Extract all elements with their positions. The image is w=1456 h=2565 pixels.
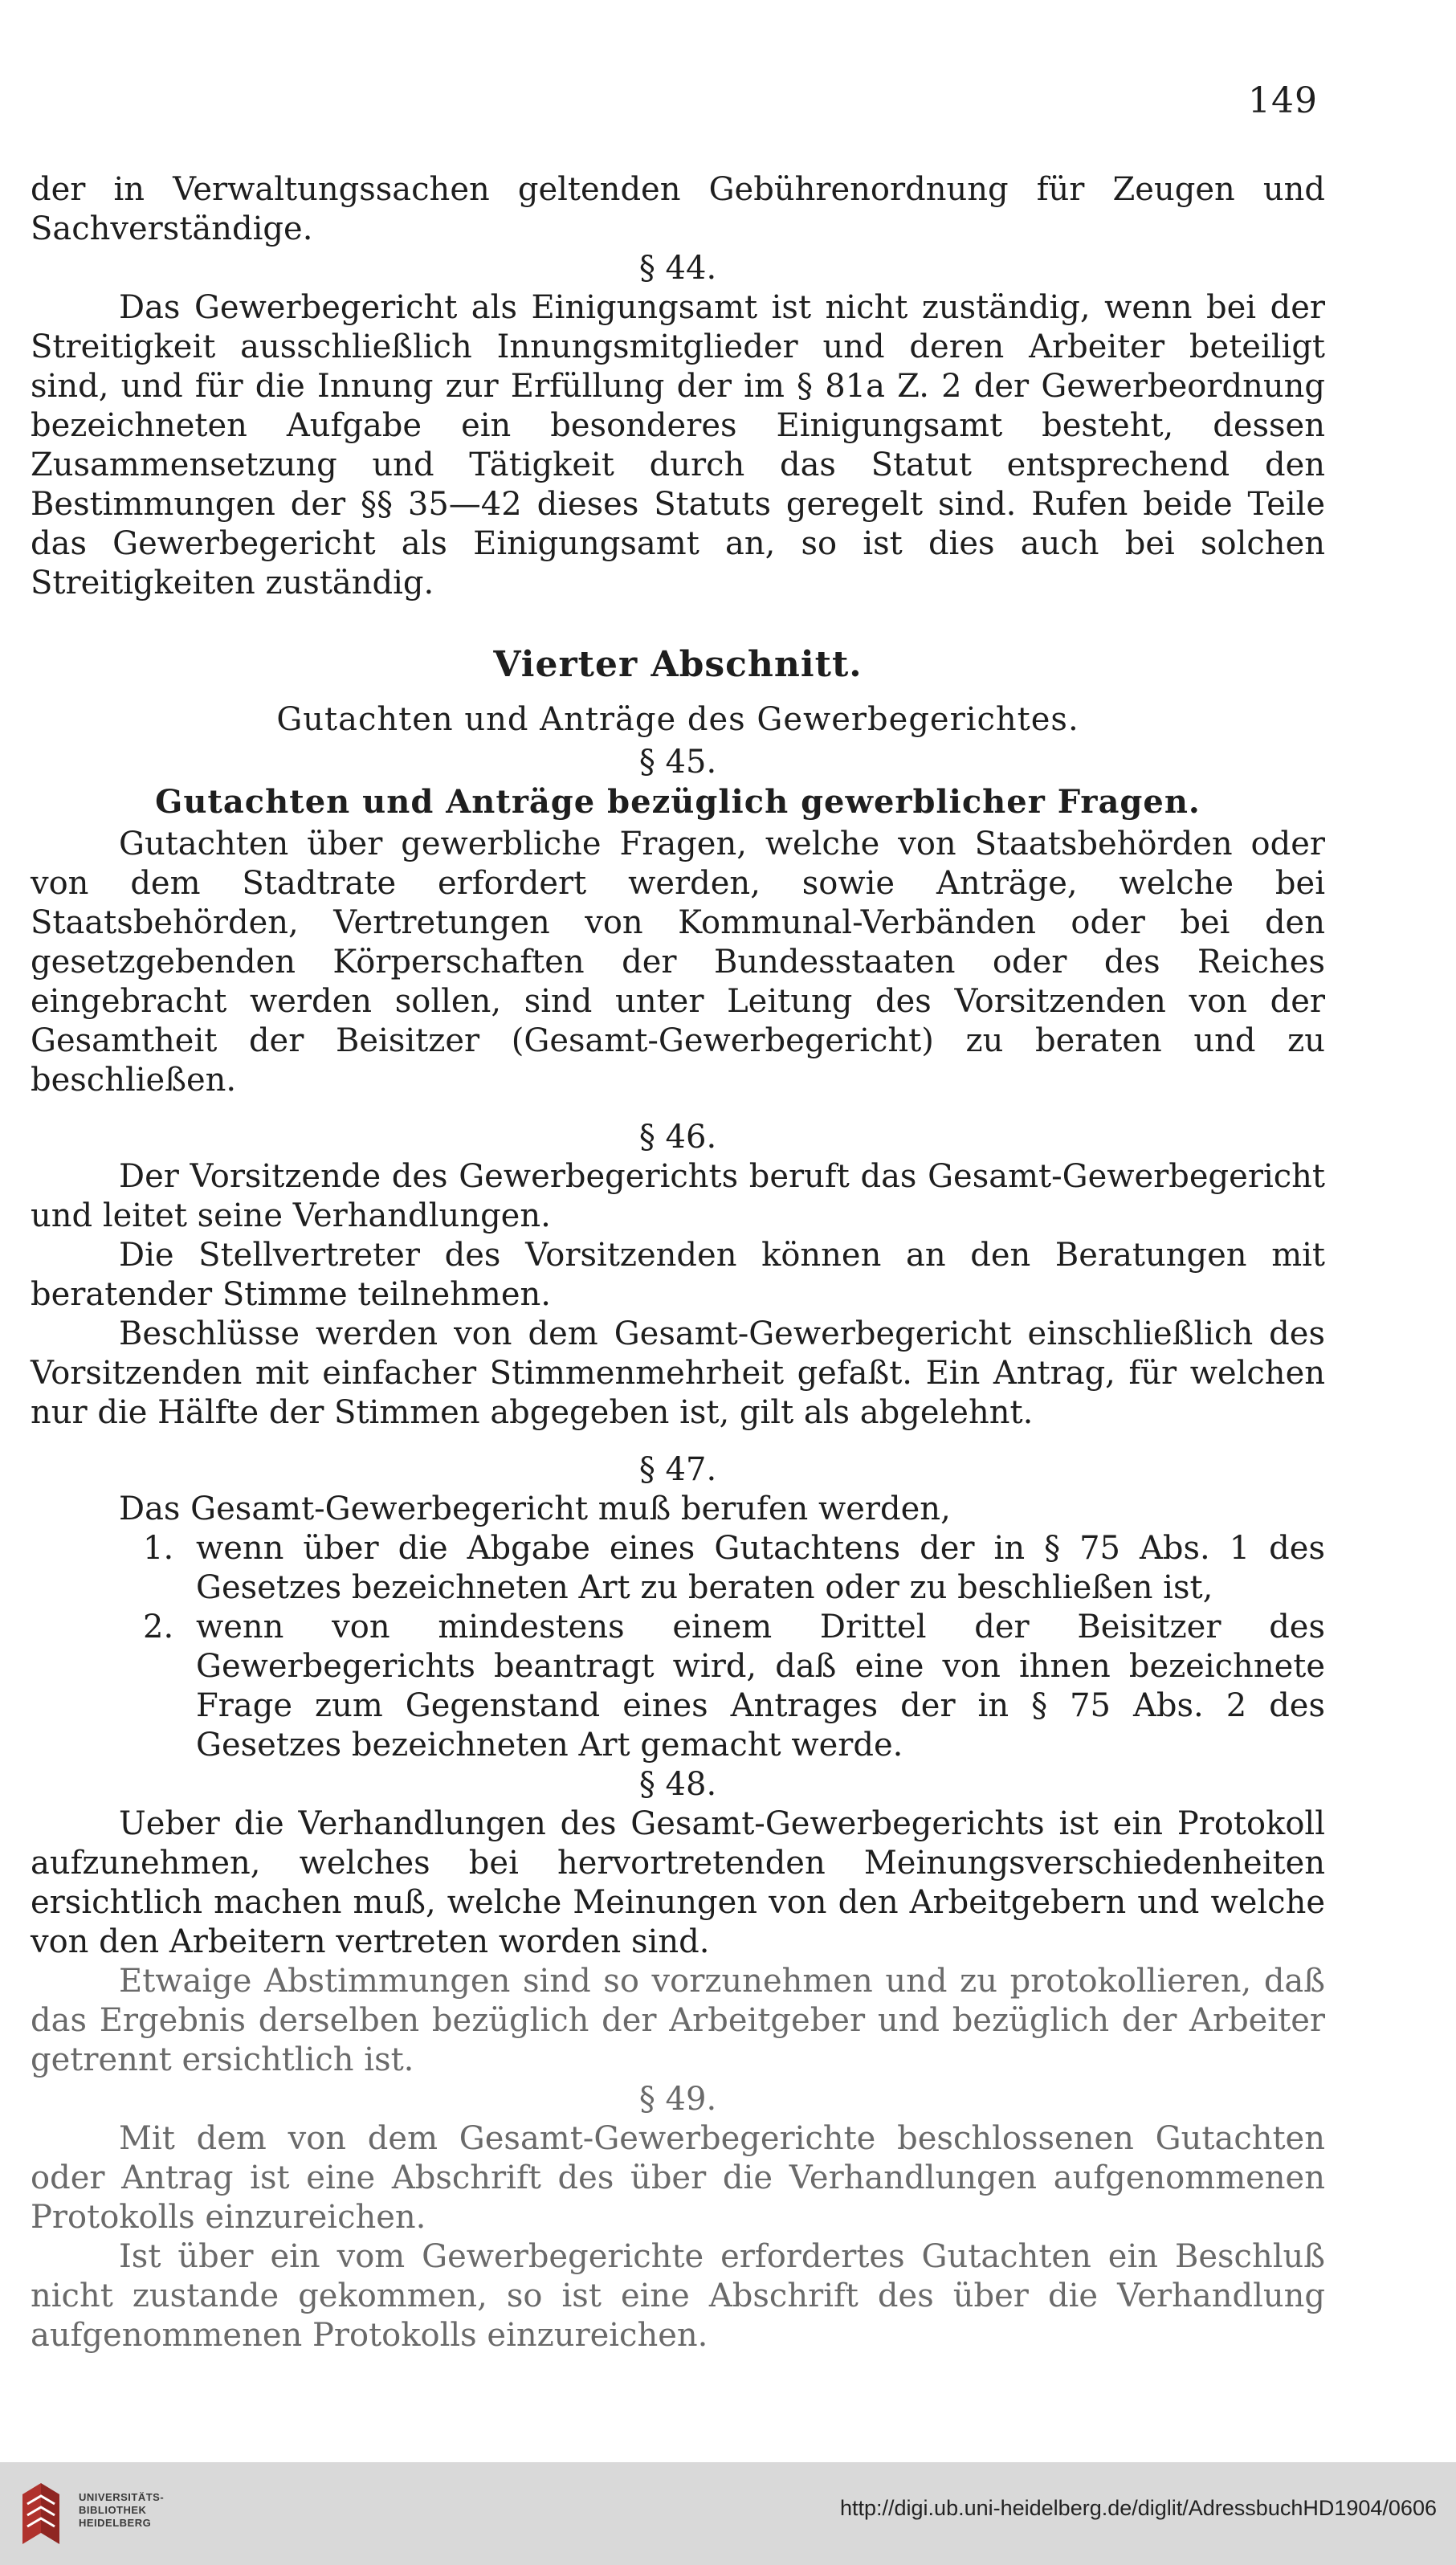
section-49-paragraph-2: Ist über ein vom Gewerbegerichte erfordertes Gutachten ein Beschluß nicht zustande gekommen, so ist eine Abschrift des über die Verhandlung aufgenommenen Protokolls einzureichen. [31,2238,1325,2354]
section-45-paragraph: Gutachten über gewerbliche Fragen, welche von Staatsbehörden oder von dem Stadtrate erfordert werden, sowie Anträge, welche bei Staatsbehörden, Vertretungen von Kommunal-Verbänden oder bei den gesetzgebenden Körperschaften der Bundesstaaten oder des Reiches eingebracht werden sollen, sind unter Leitung des Vorsitzenden von der Gesamtheit der Beisitzer (Gesamt-Gewerbegericht) zu beraten und zu beschließen. [31,826,1325,1099]
section-46-title: § 46. [638,1119,717,1156]
library-logo-text: UNIVERSITÄTS- BIBLIOTHEK HEIDELBERG [79,2491,165,2529]
section-47-intro: Das Gesamt-Gewerbegericht muß berufen werden, [119,1490,951,1527]
section-47-list [31,1529,1325,1765]
section-46-paragraph-1: Der Vorsitzende des Gewerbegerichts beruft das Gesamt-Gewerbegericht und leitet seine Verhandlungen. [31,1158,1325,1234]
footer-bar [0,2462,1456,2565]
list-item-number: 2. [143,1609,174,1645]
section-49-title: § 49. [638,2081,717,2118]
list-item-text: wenn von mindestens einem Drittel der Beisitzer des Gewerbegerichts beantragt wird, daß eine von ihnen bezeichnete Frage zum Gegenstand eines Antrages der in § 75 Abs. 2 des Gesetzes bezeichneten Art gemacht werde. [196,1609,1325,1764]
section-46-paragraph-2: Die Stellvertreter des Vorsitzenden können an den Beratungen mit beratender Stimme teilnehmen. [31,1237,1325,1313]
section-44-title: § 44. [638,250,717,287]
section-45-heading: Gutachten und Anträge bezüglich gewerblicher Fragen. [155,783,1201,821]
chapter-subtitle: Gutachten und Anträge des Gewerbegerichtes. [276,701,1079,738]
section-48-title: § 48. [638,1766,717,1803]
chapter-title: Vierter Abschnitt. [493,644,863,685]
list-item-number: 1. [143,1530,174,1567]
page-number: 149 [1248,80,1318,121]
section-48-paragraph-2: Etwaige Abstimmungen sind so vorzunehmen und zu protokollieren, daß das Ergebnis derselben bezüglich der Arbeitgeber und bezüglich der Arbeiter getrennt ersichtlich ist. [31,1963,1325,2078]
list-item-text: wenn über die Abgabe eines Gutachtens der in § 75 Abs. 1 des Gesetzes bezeichneten Art zu beraten oder zu beschließen ist, [196,1530,1325,1606]
section-49-paragraph-1: Mit dem von dem Gesamt-Gewerbegerichte beschlossenen Gutachten oder Antrag ist eine Abschrift des über die Verhandlungen aufgenommenen Protokolls einzureichen. [31,2120,1325,2236]
list-item [31,1529,1325,1608]
list-item [31,1608,1325,1765]
section-46-paragraph-3: Beschlüsse werden von dem Gesamt-Gewerbegericht einschließlich des Vorsitzenden mit einfacher Stimmenmehrheit gefaßt. Ein Antrag, für welchen nur die Hälfte der Stimmen abgegeben ist, gilt als abgelehnt. [31,1315,1325,1431]
library-logo-icon [16,2480,66,2547]
section-47-title: § 47. [638,1451,717,1488]
intro-paragraph: der in Verwaltungssachen geltenden Gebührenordnung für Zeugen und Sachverständige. [31,171,1325,247]
section-44-paragraph: Das Gewerbegericht als Einigungsamt ist nicht zuständig, wenn bei der Streitigkeit ausschließlich Innungsmitglieder und deren Arbeiter beteiligt sind, und für die Innung zur Erfüllung der im § 81a Z. 2 der Gewerbeordnung bezeichneten Aufgabe ein besonderes Einigungsamt besteht, dessen Zusammensetzung und Tätigkeit durch das Statut entsprechend den Bestimmungen der §§ 35—42 dieses Statuts geregelt sind. Rufen beide Teile das Gewerbegericht als Einigungsamt an, so ist dies auch bei solchen Streitigkeiten zuständig. [31,289,1325,601]
section-45-title: § 45. [638,744,717,781]
document-body [31,170,1325,2355]
section-48-paragraph-1: Ueber die Verhandlungen des Gesamt-Gewerbegerichts ist ein Protokoll aufzunehmen, welches bei hervortretenden Meinungsverschiedenheiten ersichtlich machen muß, welche Meinungen von den Arbeitgebern und welche von den Arbeitern vertreten worden sind. [31,1805,1325,1960]
source-url[interactable]: http://digi.ub.uni-heidelberg.de/diglit/AdressbuchHD1904/0606 [839,2496,1437,2520]
